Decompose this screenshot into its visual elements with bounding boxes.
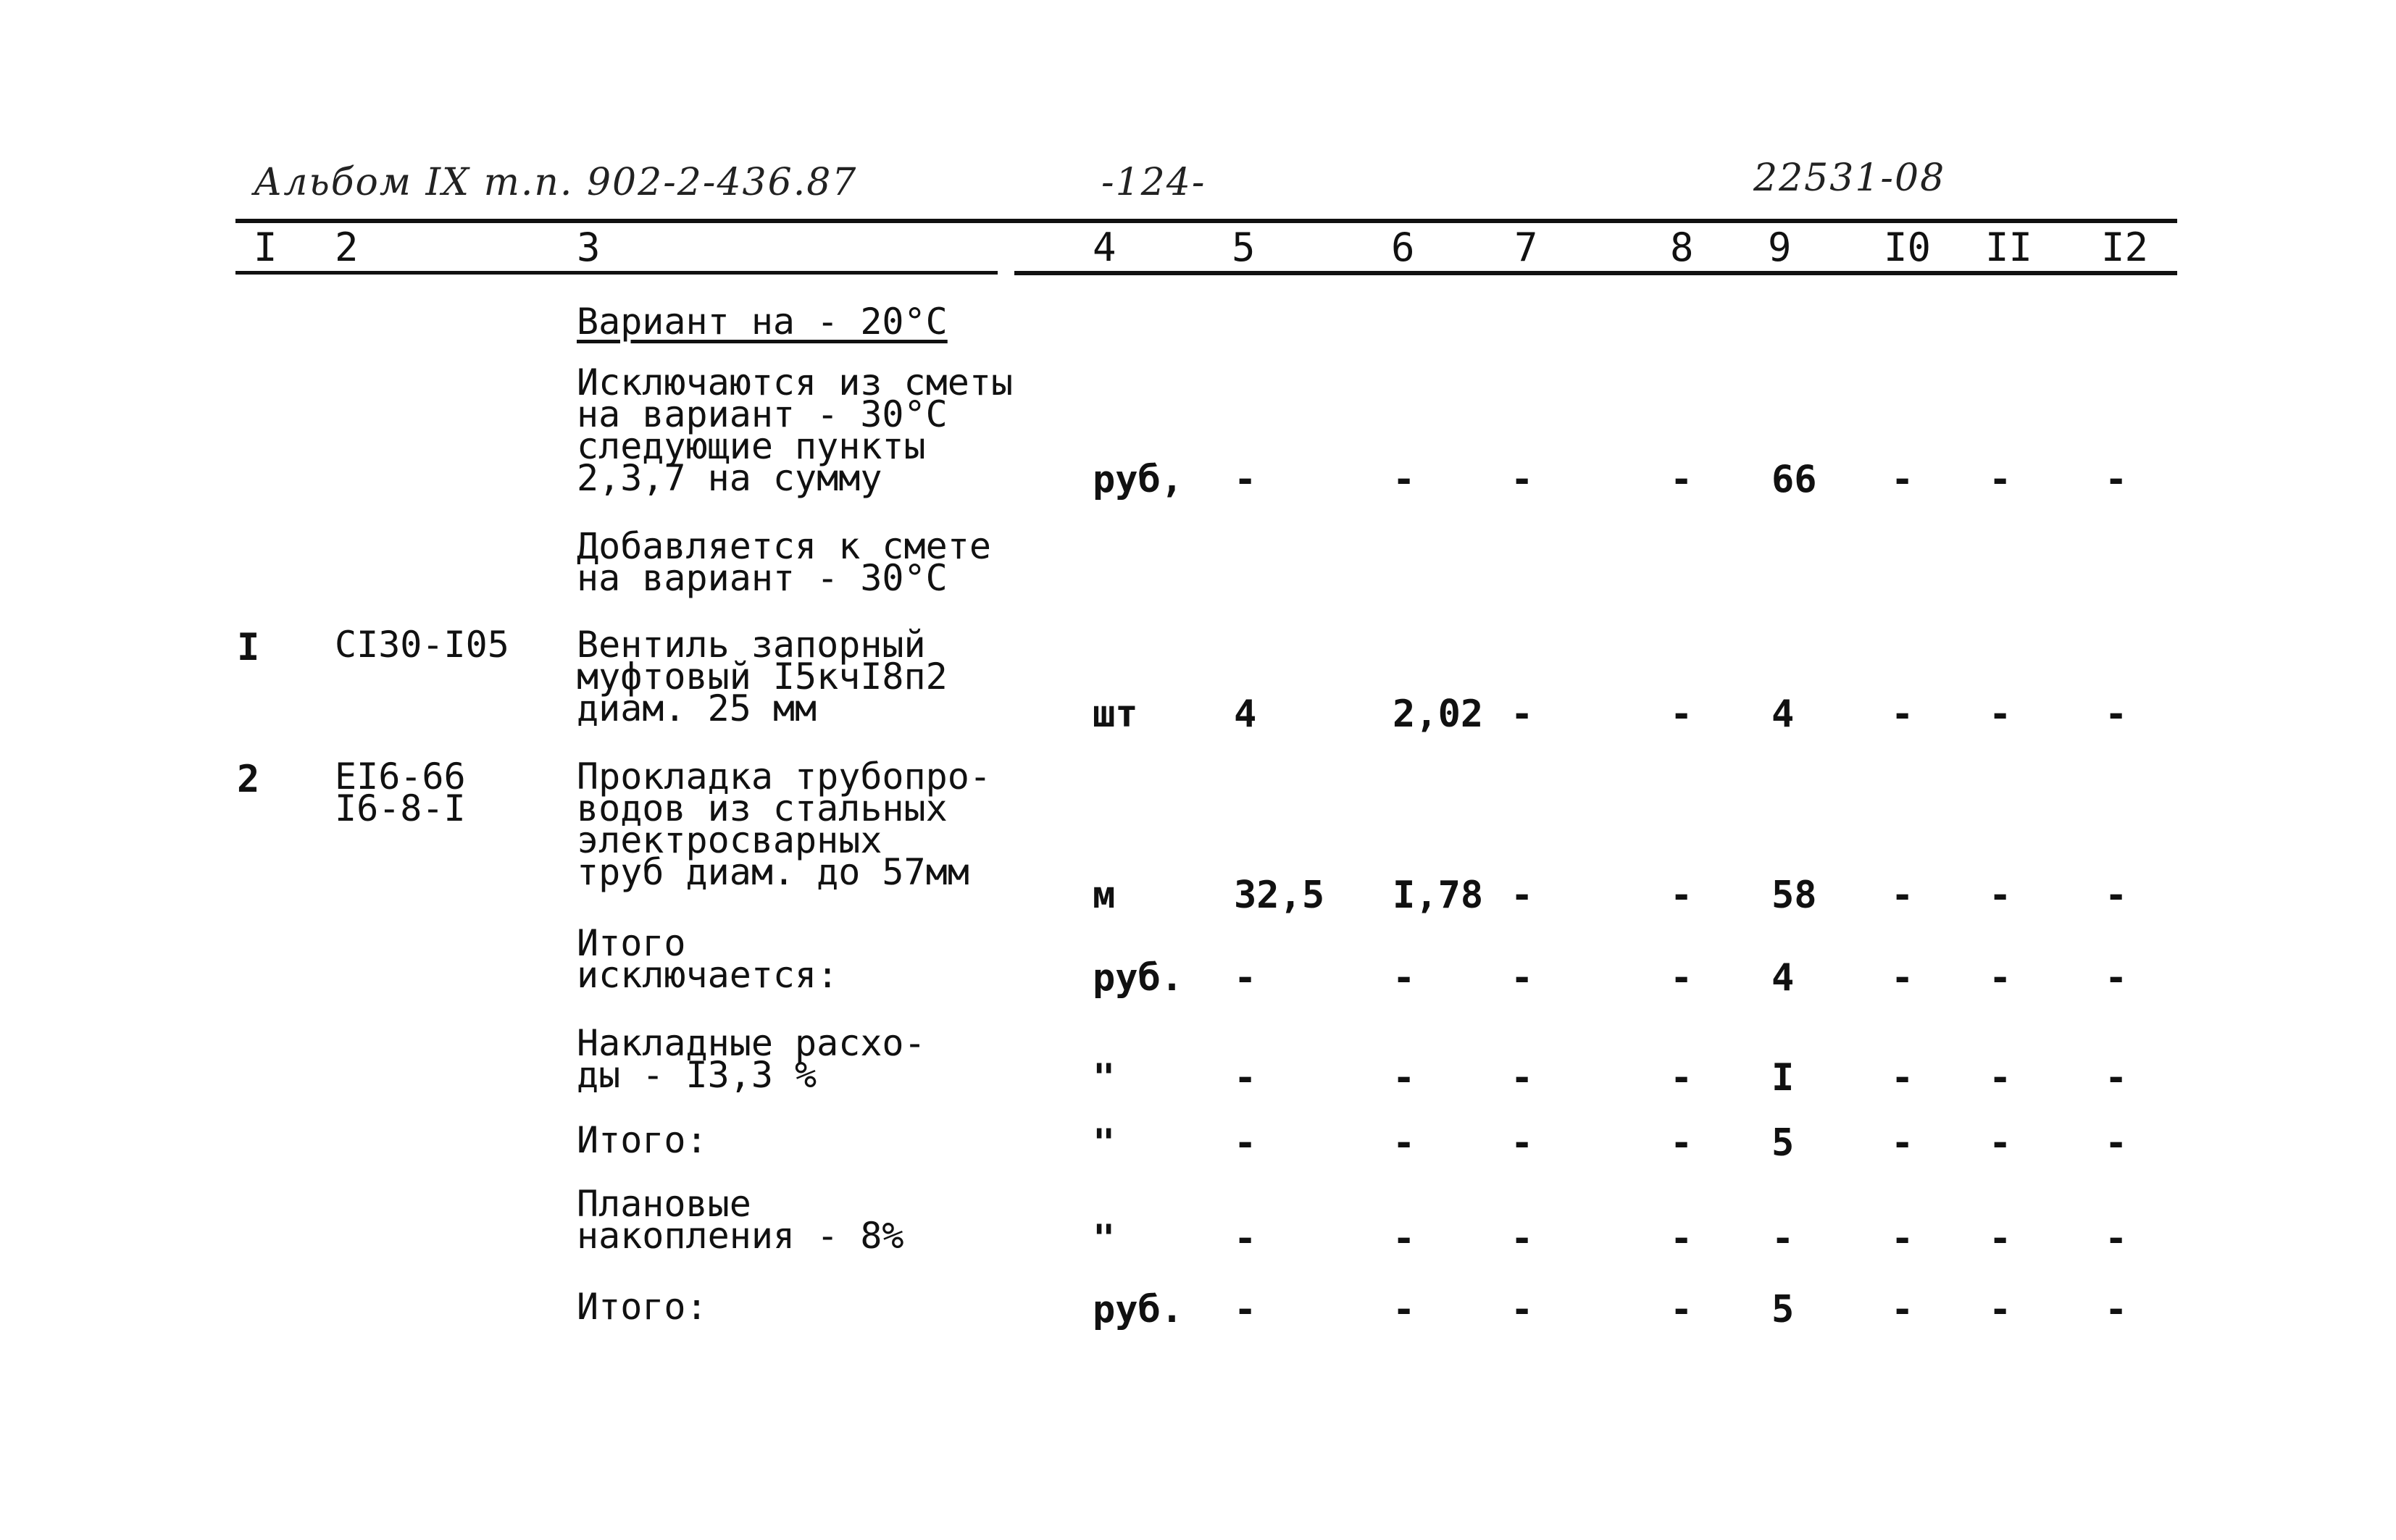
column-header: 9 <box>1768 225 1792 270</box>
row-value-c5: - <box>1234 956 1257 1000</box>
row-value-c12: - <box>2105 692 2128 736</box>
row-description: Вентиль запорный муфтовый I5кчI8п2 диам. 25 мм <box>577 624 948 729</box>
row-code: CI30-I05 <box>335 624 509 666</box>
row-value-c11: - <box>1989 956 2012 1000</box>
row-value-c11: - <box>1989 692 2012 736</box>
document-code: 22531-08 <box>1753 156 1946 200</box>
row-value-c6: - <box>1393 1056 1416 1100</box>
row-value-c11: - <box>1989 1121 2012 1165</box>
row-value-c9: I <box>1771 1056 1795 1100</box>
row-value-c7: - <box>1511 874 1534 917</box>
column-header: 8 <box>1670 225 1694 270</box>
row-value-c5: 4 <box>1234 692 1257 736</box>
row-value-c10: - <box>1891 692 1914 736</box>
row-value-c12: - <box>2105 1288 2128 1331</box>
row-value-c7: - <box>1511 458 1534 501</box>
row-value-c6: - <box>1393 1121 1416 1165</box>
row-description: Добавляется к смете на вариант - 30°C <box>577 525 991 599</box>
row-description: Итого исключается: <box>577 922 839 996</box>
row-value-c12: - <box>2105 874 2128 917</box>
row-value-c8: - <box>1670 956 1693 1000</box>
row-number: 2 <box>237 758 260 801</box>
row-value-c5: - <box>1234 1217 1257 1260</box>
album-reference: Альбом ІХ т.п. 902-2-436.87 <box>254 161 858 204</box>
row-value-c7: - <box>1511 1121 1534 1165</box>
row-value-c5: - <box>1234 1056 1257 1100</box>
row-value-c6: - <box>1393 1288 1416 1331</box>
row-value-c11: - <box>1989 1288 2012 1331</box>
row-value-c12: - <box>2105 1217 2128 1260</box>
column-header: I <box>254 225 277 270</box>
header-rule-right <box>1014 271 2177 275</box>
row-unit: " <box>1093 1121 1116 1165</box>
column-header: I0 <box>1884 225 1932 270</box>
row-value-c5: - <box>1234 1288 1257 1331</box>
row-value-c12: - <box>2105 1121 2128 1165</box>
row-description: Итого: <box>577 1286 708 1328</box>
row-value-c10: - <box>1891 874 1914 917</box>
row-value-c6: 2,02 <box>1393 692 1484 736</box>
row-description: Прокладка трубопро- водов из стальных электросварных труб диам. до 57мм <box>577 756 991 893</box>
row-value-c8: - <box>1670 458 1693 501</box>
row-value-c8: - <box>1670 1056 1693 1100</box>
row-description: Итого: <box>577 1119 708 1161</box>
row-value-c10: - <box>1891 458 1914 501</box>
top-rule <box>235 219 2177 223</box>
row-value-c9: 5 <box>1771 1288 1795 1331</box>
row-value-c6: - <box>1393 956 1416 1000</box>
row-value-c8: - <box>1670 1288 1693 1331</box>
row-number: I <box>237 626 260 669</box>
row-value-c6: I,78 <box>1393 874 1484 917</box>
row-value-c5: - <box>1234 1121 1257 1165</box>
row-unit: " <box>1093 1056 1116 1100</box>
section-title: Вариант на - 20°C <box>577 301 948 343</box>
column-header: II <box>1985 225 2033 270</box>
row-code: EI6-66 I6-8-I <box>335 756 466 829</box>
page-number: -124- <box>1101 161 1206 204</box>
row-description: Накладные расхо- ды - I3,3 % <box>577 1022 926 1096</box>
row-unit: м <box>1093 874 1116 917</box>
row-unit: руб. <box>1093 956 1184 1000</box>
column-header: I2 <box>2101 225 2149 270</box>
column-header: 2 <box>335 225 359 270</box>
row-value-c10: - <box>1891 1288 1914 1331</box>
column-header: 3 <box>577 225 601 270</box>
row-value-c10: - <box>1891 1121 1914 1165</box>
row-value-c12: - <box>2105 1056 2128 1100</box>
row-description: Плановые накопления - 8% <box>577 1183 904 1257</box>
column-header: 5 <box>1232 225 1256 270</box>
row-unit: " <box>1093 1217 1116 1260</box>
row-value-c5: - <box>1234 458 1257 501</box>
row-unit: шт <box>1093 692 1138 736</box>
row-unit: руб, <box>1093 458 1184 501</box>
row-value-c5: 32,5 <box>1234 874 1325 917</box>
row-value-c10: - <box>1891 956 1914 1000</box>
row-value-c9: 5 <box>1771 1121 1795 1165</box>
row-value-c7: - <box>1511 1056 1534 1100</box>
row-value-c12: - <box>2105 458 2128 501</box>
row-value-c7: - <box>1511 956 1534 1000</box>
row-value-c10: - <box>1891 1217 1914 1260</box>
row-value-c8: - <box>1670 692 1693 736</box>
row-value-c9: 66 <box>1771 458 1817 501</box>
row-value-c6: - <box>1393 1217 1416 1260</box>
column-header: 6 <box>1391 225 1415 270</box>
row-value-c11: - <box>1989 874 2012 917</box>
row-value-c7: - <box>1511 1217 1534 1260</box>
row-value-c7: - <box>1511 1288 1534 1331</box>
row-value-c11: - <box>1989 1217 2012 1260</box>
row-unit: руб. <box>1093 1288 1184 1331</box>
column-header: 7 <box>1514 225 1538 270</box>
row-value-c11: - <box>1989 1056 2012 1100</box>
row-value-c9: 4 <box>1771 956 1795 1000</box>
row-value-c8: - <box>1670 1121 1693 1165</box>
header-rule-left <box>235 271 998 275</box>
row-value-c11: - <box>1989 458 2012 501</box>
row-value-c9: 4 <box>1771 692 1795 736</box>
row-value-c6: - <box>1393 458 1416 501</box>
row-description: Исключаются из сметы на вариант - 30°C следующие пункты 2,3,7 на сумму <box>577 361 1014 499</box>
row-value-c12: - <box>2105 956 2128 1000</box>
column-header: 4 <box>1093 225 1116 270</box>
row-value-c10: - <box>1891 1056 1914 1100</box>
row-value-c8: - <box>1670 874 1693 917</box>
row-value-c8: - <box>1670 1217 1693 1260</box>
row-value-c9: - <box>1771 1217 1795 1260</box>
row-value-c9: 58 <box>1771 874 1817 917</box>
row-value-c7: - <box>1511 692 1534 736</box>
